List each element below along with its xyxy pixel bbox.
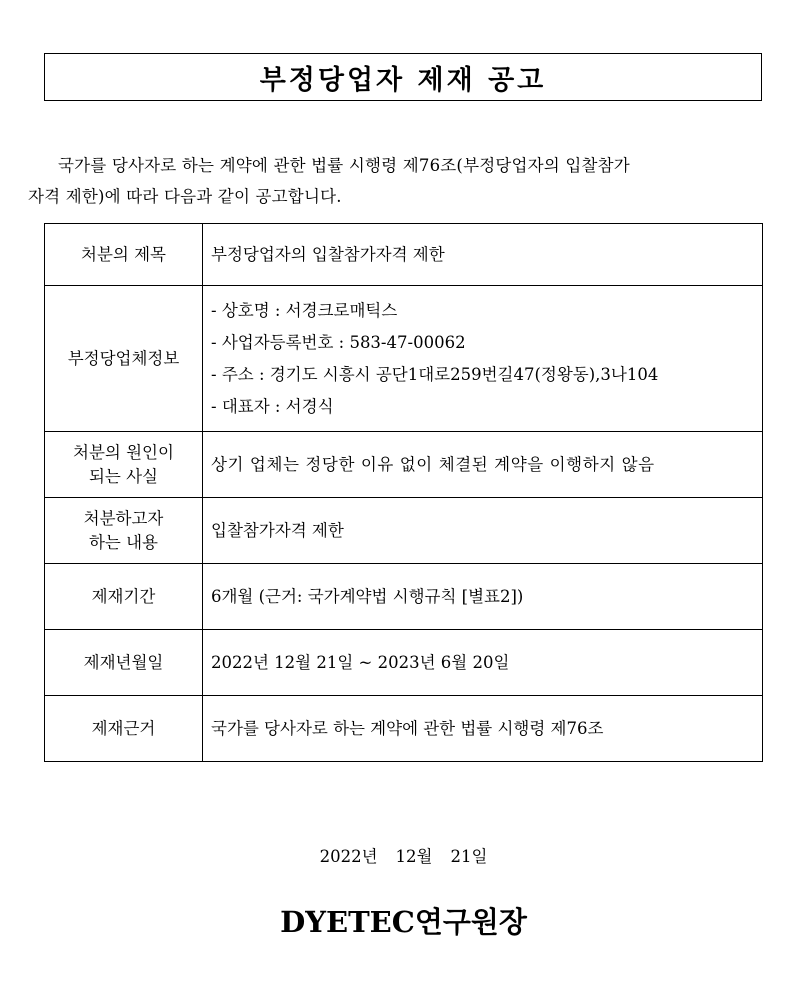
value-text: 2022년 12월 21일 ~ 2023년 6월 20일 xyxy=(211,652,510,672)
value-cell-period xyxy=(203,564,763,630)
date-day: 21일 xyxy=(450,847,488,866)
date-month: 12월 xyxy=(395,847,433,866)
value-text: 상기 업체는 정당한 이유 없이 체결된 계약을 이행하지 않음 xyxy=(211,454,655,474)
notice-title: 부정당업자 제재 공고 xyxy=(259,64,547,96)
label-cell-company-info xyxy=(45,286,203,432)
label-text: 되는 사실 xyxy=(88,466,158,486)
label-cell-dates xyxy=(45,630,203,696)
row-dates xyxy=(45,630,763,696)
row-company-info xyxy=(45,286,763,432)
signer-name: DYETEC연구원장 xyxy=(280,905,527,939)
value-cell-dates xyxy=(203,630,763,696)
row-period xyxy=(45,564,763,630)
label-cell-legal-basis xyxy=(45,696,203,762)
row-title xyxy=(45,224,763,286)
value-text: 입찰참가자격 제한 xyxy=(211,520,344,540)
value-text: 국가를 당사자로 하는 계약에 관한 법률 시행령 제76조 xyxy=(211,718,604,738)
company-name: - 상호명 : 서경크로매틱스 xyxy=(211,300,398,320)
notice-date xyxy=(0,843,807,867)
title-box xyxy=(44,53,762,101)
label-cell-cause xyxy=(45,432,203,498)
value-cell-legal-basis xyxy=(203,696,763,762)
label-text: 하는 내용 xyxy=(88,532,158,552)
intro-paragraph xyxy=(28,150,772,212)
value-cell-action xyxy=(203,498,763,564)
value-cell-company-info xyxy=(203,286,763,432)
representative: - 대표자 : 서경식 xyxy=(211,396,334,416)
row-cause xyxy=(45,432,763,498)
sanction-info-table xyxy=(44,223,763,762)
value-text: 부정당업자의 입찰참가자격 제한 xyxy=(211,244,445,264)
row-legal-basis xyxy=(45,696,763,762)
label-cell-title xyxy=(45,224,203,286)
label-text: 제재기간 xyxy=(91,586,156,606)
row-action xyxy=(45,498,763,564)
intro-line-2: 자격 제한)에 따라 다음과 같이 공고합니다. xyxy=(28,187,342,206)
label-cell-period xyxy=(45,564,203,630)
label-text: 처분의 제목 xyxy=(81,244,166,264)
label-text: 제재근거 xyxy=(91,718,156,738)
label-cell-action xyxy=(45,498,203,564)
label-text: 처분하고자 xyxy=(83,508,164,528)
intro-line-1: 국가를 당사자로 하는 계약에 관한 법률 시행령 제76조(부정당업자의 입찰참가 xyxy=(58,156,630,175)
value-cell-title xyxy=(203,224,763,286)
value-text: 6개월 (근거: 국가계약법 시행규칙 [별표2]) xyxy=(211,586,524,606)
company-address: - 주소 : 경기도 시흥시 공단1대로259번길47(정왕동),3나104 xyxy=(211,364,659,384)
value-cell-cause xyxy=(203,432,763,498)
date-year: 2022년 xyxy=(319,847,378,866)
business-number: - 사업자등록번호 : 583-47-00062 xyxy=(211,332,466,352)
label-text: 처분의 원인이 xyxy=(73,442,174,462)
label-text: 부정당업체정보 xyxy=(67,348,180,368)
label-text: 제재년월일 xyxy=(83,652,164,672)
